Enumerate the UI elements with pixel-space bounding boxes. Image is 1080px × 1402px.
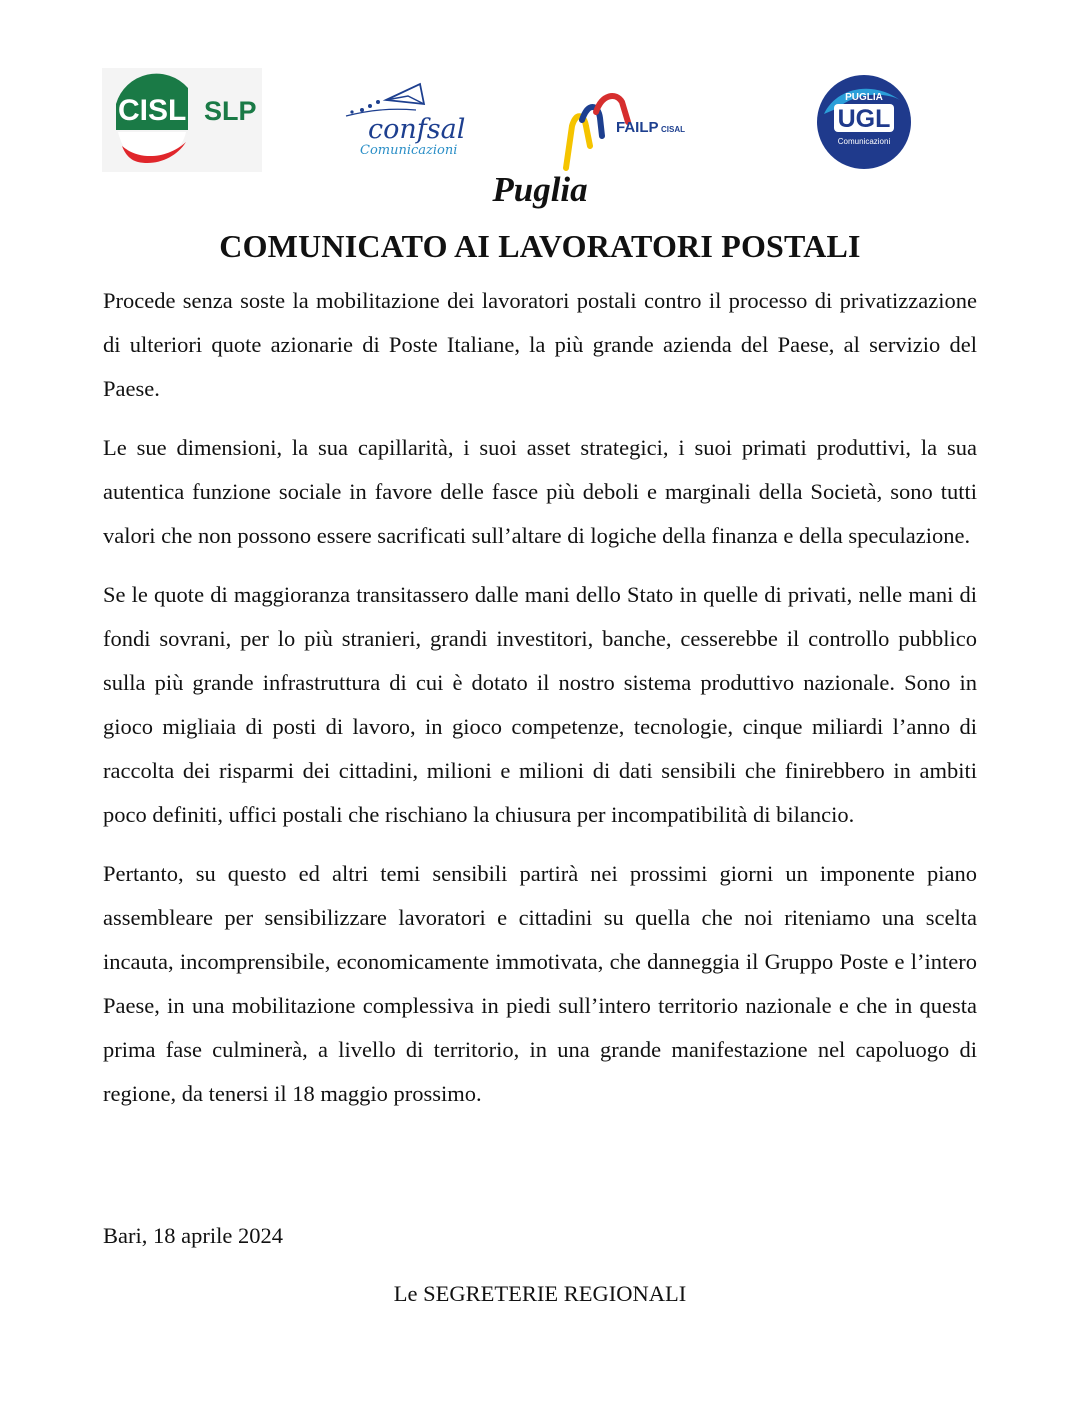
svg-text:CISL: CISL <box>118 94 187 127</box>
svg-text:PUGLIA: PUGLIA <box>845 92 883 103</box>
paragraph-3: Se le quote di maggioranza transitassero dalle mani dello Stato in quelle di privati, nelle mani di fondi sovrani, per lo più stranieri, grandi investitori, banche, cesserebbe il controllo pubblico sulla più grande infrastruttura di cui è dotato il nostro sistema produttivo nazionale. Sono in gioco migliaia di posti di lavoro, in gioco competenze, tecnologie, cinque miliardi l’anno di raccolta dei risparmi dei cittadini, milioni e milioni di dati sensibili che finirebbero in ambiti poco definiti, uffici postali che rischiano la chiusura per incompatibilità di bilancio. <box>103 582 977 827</box>
ugl-logo <box>816 74 912 170</box>
svg-text:CISAL: CISAL <box>661 125 685 134</box>
failp-logo <box>560 82 695 172</box>
confsal-logo <box>340 80 472 160</box>
document-body <box>103 279 977 1131</box>
document-title: COMUNICATO AI LAVORATORI POSTALI <box>219 228 861 264</box>
signature: Le SEGRETERIE REGIONALI <box>393 1281 687 1306</box>
paragraph-4: Pertanto, su questo ed altri temi sensibili partirà nei prossimi giorni un imponente piano assembleare per sensibilizzare lavoratori e cittadini su quella che noi riteniamo una scelta incauta, incomprensibile, economicamente immotivata, che danneggia il Gruppo Poste e l’intero Paese, in una mobilitazione complessiva in piedi sull’intero territorio nazionale e che in questa prima fase culminerà, a livello di territorio, in una grande manifestazione nel capoluogo di regione, da tenersi il 18 maggio prossimo. <box>103 861 977 1106</box>
paragraph-2: Le sue dimensioni, la sua capillarità, i suoi asset strategici, i suoi primati produttivi, la sua autentica funzione sociale in favore delle fasce più deboli e marginali della Società, sono tutti valori che non possono essere sacrificati sull’altare di logiche della finanza e della speculazione. <box>103 435 977 548</box>
place-date: Bari, 18 aprile 2024 <box>103 1223 283 1248</box>
svg-text:SLP: SLP <box>204 96 257 126</box>
region-heading: Puglia <box>492 170 588 209</box>
cisl-slp-logo <box>102 68 262 172</box>
paragraph-1: Procede senza soste la mobilitazione dei lavoratori postali contro il processo di privatizzazione di ulteriori quote azionarie di Poste Italiane, la più grande azienda del Paese, al servizio del Paese. <box>103 288 977 401</box>
svg-text:UGL: UGL <box>837 105 891 133</box>
svg-text:confsal: confsal <box>368 114 466 145</box>
svg-text:FAILP: FAILP <box>616 119 659 136</box>
svg-text:Comunicazioni: Comunicazioni <box>360 143 458 158</box>
logo-bar <box>0 66 1080 176</box>
svg-text:Comunicazioni: Comunicazioni <box>837 137 891 146</box>
